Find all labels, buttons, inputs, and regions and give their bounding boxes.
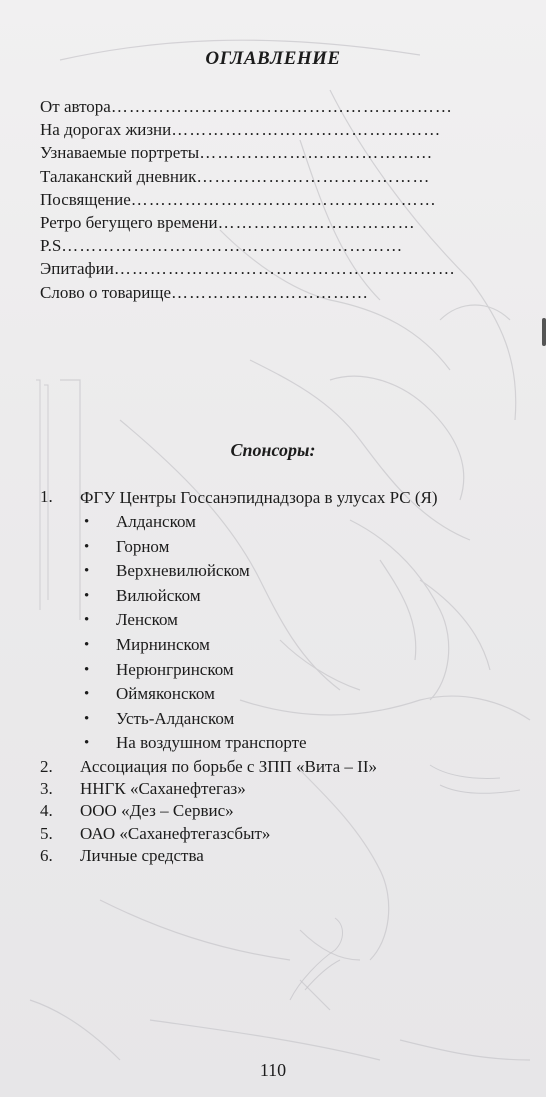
toc-entry: [40, 165, 495, 188]
toc-leader-dots: …………………………………………………: [113, 259, 456, 279]
sponsor-item: [40, 823, 505, 845]
other-sponsors: [40, 756, 505, 867]
toc-leader-dots: ……………………………………………: [130, 189, 437, 209]
toc-entry-label: Посвящение: [40, 189, 131, 209]
bullet-icon: •: [84, 612, 90, 629]
district-item: [40, 731, 505, 756]
district-item: [40, 510, 505, 535]
bullet-icon: •: [84, 661, 90, 678]
toc-entry-label: Слово о товарище: [40, 282, 172, 302]
district-item: [40, 707, 505, 732]
district-item: [40, 608, 505, 633]
district-item: [40, 584, 505, 609]
bullet-icon: •: [84, 538, 90, 555]
toc-entry-label: Эпитафии: [40, 259, 114, 279]
toc-entry-label: Узнаваемые портреты: [40, 143, 200, 163]
district-label: Горном: [116, 536, 170, 556]
toc-entry: [40, 118, 495, 141]
sponsor-number: 4.: [40, 801, 53, 821]
sponsor-text: ООО «Дез – Сервис»: [80, 801, 234, 821]
bullet-icon: •: [84, 710, 90, 727]
district-label: Усть-Алданском: [116, 708, 235, 728]
sponsor-number: 6.: [40, 845, 53, 865]
district-list: [40, 510, 505, 756]
sponsors-title: Спонсоры:: [230, 440, 316, 460]
toc-entry: [40, 257, 495, 280]
district-item: [40, 535, 505, 560]
page-edge-mark: [542, 318, 546, 346]
district-item: [40, 658, 505, 683]
table-of-contents: [40, 95, 495, 304]
sponsor-item: [40, 778, 505, 800]
district-label: На воздушном транспорте: [116, 733, 307, 753]
toc-entry: [40, 281, 495, 304]
sponsor-item: [40, 756, 505, 778]
sponsor-number: 1.: [40, 487, 53, 506]
toc-entry-label: От автора: [40, 97, 111, 116]
district-item: [40, 682, 505, 707]
toc-entry: [40, 95, 495, 118]
toc-entry: [40, 188, 495, 211]
sponsor-number: 3.: [40, 779, 53, 799]
sponsor-item: [40, 800, 505, 822]
toc-leader-dots: …………………………………………………: [61, 236, 404, 256]
sponsor-number: 2.: [40, 756, 53, 776]
bullet-icon: •: [84, 587, 90, 604]
toc-entry: [40, 234, 495, 257]
sponsor-item: [40, 485, 505, 510]
toc-leader-dots: ……………………………: [217, 213, 416, 233]
sponsor-text: ФГУ Центры Госсанэпиднадзора в улусах РС (Я): [80, 488, 438, 507]
page-number: 110: [259, 1060, 287, 1080]
bullet-icon: •: [84, 563, 90, 580]
toc-leader-dots: …………………………………: [196, 166, 431, 186]
bullet-icon: •: [84, 686, 90, 703]
toc-entry-label: Талаканский дневник: [40, 166, 197, 186]
sponsor-number: 5.: [40, 823, 53, 843]
sponsor-text: Ассоциация по борьбе с ЗПП «Вита – II»: [80, 756, 377, 776]
toc-leader-dots: ……………………………: [171, 282, 370, 302]
toc-entry: [40, 211, 495, 234]
sponsor-item: [40, 845, 505, 867]
toc-title: ОГЛАВЛЕНИЕ: [205, 48, 341, 69]
district-label: Оймяконском: [116, 684, 215, 704]
district-label: Алданском: [116, 512, 196, 531]
toc-entry-label: P.S: [40, 236, 62, 256]
sponsors-list: [40, 485, 505, 867]
toc-entry-label: Ретро бегущего времени: [40, 213, 218, 233]
district-label: Ленском: [116, 610, 178, 630]
sponsor-text: ОАО «Саханефтегазсбыт»: [80, 823, 271, 843]
district-label: Верхневилюйском: [116, 561, 250, 581]
bullet-icon: •: [84, 735, 90, 752]
district-label: Вилюйском: [116, 585, 201, 605]
district-label: Мирнинском: [116, 634, 210, 654]
toc-entry: [40, 141, 495, 164]
bullet-icon: •: [84, 636, 90, 653]
district-item: [40, 559, 505, 584]
district-label: Нерюнгринском: [116, 659, 234, 679]
sponsor-text: ННГК «Саханефтегаз»: [80, 779, 246, 799]
toc-entry-label: На дорогах жизни: [40, 120, 172, 140]
toc-leader-dots: …………………………………: [199, 143, 434, 163]
toc-leader-dots: ………………………………………: [171, 120, 442, 140]
sponsor-text: Личные средства: [80, 845, 204, 865]
bullet-icon: •: [84, 514, 90, 530]
toc-leader-dots: …………………………………………………: [110, 97, 453, 116]
district-item: [40, 633, 505, 658]
